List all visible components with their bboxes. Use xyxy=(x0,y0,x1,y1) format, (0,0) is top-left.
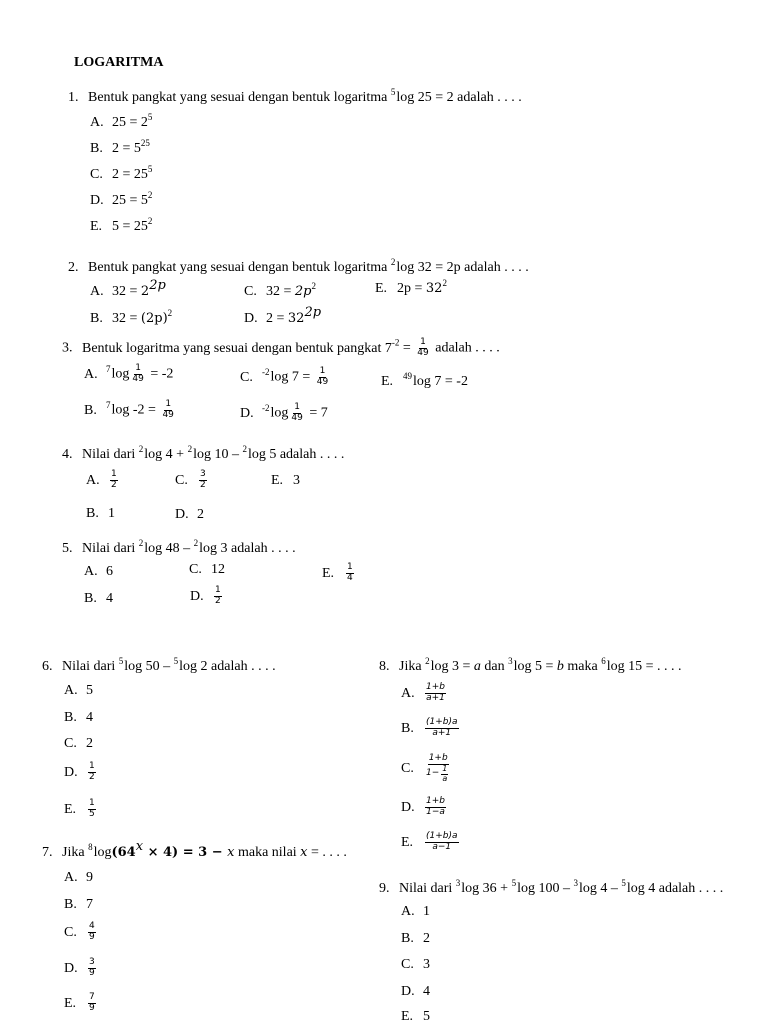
log-word: log xyxy=(111,366,130,382)
option-letter: E. xyxy=(271,473,284,488)
fraction-denominator: 2 xyxy=(111,479,117,490)
option-math: (2p) xyxy=(140,311,168,326)
question-text-tail: log 25 = 2 adalah . . . . xyxy=(396,90,522,105)
fraction xyxy=(88,993,96,1014)
fraction xyxy=(425,718,459,739)
option-text: 1 xyxy=(423,904,430,919)
math-variable: x xyxy=(227,845,235,860)
option-letter: B. xyxy=(401,931,414,946)
question-number: 9. xyxy=(379,881,390,896)
q4-option-a[interactable] xyxy=(86,470,120,491)
q2-option-e[interactable] xyxy=(375,278,447,296)
option-exponent: 5 xyxy=(147,112,153,122)
fraction-denominator: 4 xyxy=(347,572,353,583)
option-letter: C. xyxy=(90,167,103,182)
option-text: 32 = xyxy=(266,284,295,299)
q3-option-c[interactable] xyxy=(240,367,331,388)
log-base: 5 xyxy=(511,878,517,888)
fraction-denominator: a+1 xyxy=(426,692,445,703)
option-text: 2p = xyxy=(397,281,426,296)
option-letter: A. xyxy=(90,284,104,299)
option-text: 4 xyxy=(106,591,113,606)
log-base: 2 xyxy=(390,257,396,267)
option-text: 9 xyxy=(86,870,93,885)
q3-option-a[interactable] xyxy=(84,364,173,385)
question-text: log 50 – xyxy=(124,659,174,674)
option-text: 2 = 5 xyxy=(112,141,141,156)
fraction-denominator: a+1 xyxy=(432,727,452,738)
math-expression: × 4) = 3 − xyxy=(143,845,228,860)
option-exponent: 2 xyxy=(147,216,153,226)
fraction xyxy=(416,338,429,359)
option-text: 3 xyxy=(423,957,430,972)
question-text: Nilai dari xyxy=(399,881,456,896)
option-letter: C. xyxy=(240,369,253,385)
question-text: log 5 = xyxy=(513,659,557,674)
q8-option-d[interactable] xyxy=(401,797,448,818)
option-exponent: 5 xyxy=(147,164,153,174)
fraction xyxy=(290,403,303,424)
log-base: 6 xyxy=(601,656,606,666)
option-letter: E. xyxy=(64,995,77,1011)
q8-option-c[interactable] xyxy=(401,754,453,783)
option-text: 25 = 2 xyxy=(112,115,148,130)
q2-option-a[interactable] xyxy=(90,278,166,299)
question-text-tail: log 2 adalah . . . . xyxy=(179,659,276,674)
fraction-denominator: 5 xyxy=(89,808,95,819)
question-text: Nilai dari xyxy=(82,447,139,462)
question-number: 7. xyxy=(42,845,53,860)
question-text: log 3 = xyxy=(430,659,474,674)
fraction-numerator: 1 xyxy=(347,562,353,572)
option-text: log 7 = xyxy=(270,369,314,385)
option-letter: A. xyxy=(90,115,104,130)
log-base: 2 xyxy=(193,538,199,548)
fraction-numerator: 1 xyxy=(319,366,326,376)
question-text: log 4 + xyxy=(144,447,188,462)
fraction-numerator: 1 xyxy=(89,761,95,771)
option-letter: E. xyxy=(401,834,414,850)
option-letter: B. xyxy=(64,897,77,912)
fraction-denominator: 9 xyxy=(89,1002,95,1013)
option-text: 12 xyxy=(211,562,225,577)
q8-option-e[interactable] xyxy=(401,832,461,853)
option-exponent: 2p xyxy=(304,305,322,320)
log-base: 7 xyxy=(106,399,111,410)
q5-option-b[interactable] xyxy=(84,592,113,606)
q7-option-d[interactable] xyxy=(64,958,98,979)
option-letter: D. xyxy=(401,984,415,999)
fraction xyxy=(425,797,446,818)
fraction-denominator: 9 xyxy=(89,931,95,942)
denominator-text: 1− xyxy=(426,768,440,779)
question-text: Bentuk logaritma yang sesuai dengan bentuk pangkat 7 xyxy=(82,340,392,356)
fraction-denominator: 2 xyxy=(215,595,221,606)
q4-option-c[interactable] xyxy=(175,470,209,491)
q3-option-d[interactable] xyxy=(240,403,328,424)
nested-fraction xyxy=(441,765,448,784)
q5-option-d[interactable] xyxy=(190,586,224,607)
fraction-numerator: 1+b xyxy=(428,753,448,763)
q5-option-e[interactable] xyxy=(322,563,356,584)
question-5 xyxy=(62,539,296,556)
log-base: 2 xyxy=(425,656,430,666)
option-letter: A. xyxy=(86,472,100,488)
fraction-denominator: 9 xyxy=(89,967,95,978)
option-letter: A. xyxy=(84,564,98,579)
log-base: 3 xyxy=(455,878,461,888)
fraction-numerator: 1 xyxy=(294,402,300,412)
page-title: LOGARITMA xyxy=(74,55,164,70)
question-number: 1. xyxy=(68,90,79,105)
option-letter: D. xyxy=(401,799,415,815)
fraction-numerator: (1+b)a xyxy=(426,717,458,727)
option-letter: E. xyxy=(381,374,394,389)
option-exponent: 25 xyxy=(140,138,150,148)
question-text: log 100 – xyxy=(517,881,574,896)
option-letter: C. xyxy=(64,924,77,940)
option-letter: C. xyxy=(401,760,414,776)
log-base: 8 xyxy=(88,842,93,852)
option-text: 3 xyxy=(293,473,300,488)
log-base: 2 xyxy=(242,444,247,454)
log-base: 49 xyxy=(403,371,412,381)
fraction-numerator: 1 xyxy=(89,798,95,808)
log-base: -2 xyxy=(262,366,270,377)
question-text: log 10 – xyxy=(193,447,243,462)
math-variable: b xyxy=(556,659,564,674)
q2-option-c[interactable] xyxy=(244,281,316,299)
option-exponent: 2 xyxy=(442,278,447,288)
q1-option-b[interactable] xyxy=(90,138,150,156)
fraction xyxy=(88,762,96,783)
q8-option-a[interactable] xyxy=(401,683,448,704)
log-word: log xyxy=(93,845,112,860)
q7-option-c[interactable] xyxy=(64,922,98,943)
fraction-denominator: 49 xyxy=(132,373,144,384)
fraction xyxy=(346,563,354,584)
option-letter: E. xyxy=(401,1009,414,1024)
option-letter: B. xyxy=(64,710,77,725)
question-number: 8. xyxy=(379,659,390,674)
option-letter: C. xyxy=(64,736,77,751)
log-base: 5 xyxy=(390,87,396,97)
question-7 xyxy=(42,839,347,860)
math-expression: (64 xyxy=(111,845,136,860)
fraction-numerator: (1+b)a xyxy=(426,831,458,841)
question-text-tail: log 3 adalah . . . . xyxy=(199,541,296,556)
option-exponent: 2 xyxy=(167,308,173,318)
question-text-tail: adalah . . . . xyxy=(431,340,500,356)
option-letter: A. xyxy=(401,904,415,919)
option-text: 25 = 5 xyxy=(112,193,148,208)
log-base: 2 xyxy=(138,444,144,454)
option-text: log 7 = -2 xyxy=(413,374,468,389)
option-text: 32 = xyxy=(112,311,141,326)
fraction xyxy=(88,922,96,943)
option-letter: A. xyxy=(84,366,98,382)
option-letter: A. xyxy=(64,870,78,885)
option-math: 32 xyxy=(287,311,305,326)
fraction-denominator: 49 xyxy=(316,376,329,387)
question-number: 3. xyxy=(62,340,73,356)
fraction xyxy=(425,754,451,783)
fraction-numerator: 1+b xyxy=(426,682,445,692)
math-variable: x xyxy=(300,845,308,860)
option-math: 32 xyxy=(425,281,443,296)
question-number: 5. xyxy=(62,541,73,556)
log-base: 5 xyxy=(118,656,124,666)
option-exponent: 2p xyxy=(149,278,166,293)
question-text: Jika xyxy=(62,845,89,860)
q6-option-e[interactable] xyxy=(64,799,98,820)
power-exponent: -2 xyxy=(391,337,400,348)
log-base: 5 xyxy=(173,656,179,666)
log-base: 3 xyxy=(573,878,578,888)
q9-option-a[interactable] xyxy=(401,905,430,919)
question-9 xyxy=(379,879,723,896)
fraction-denominator: 2 xyxy=(89,771,95,782)
q7-option-a[interactable] xyxy=(64,871,93,885)
option-letter: D. xyxy=(244,311,258,326)
option-text: 2 = xyxy=(266,311,288,326)
question-text: dan xyxy=(480,659,509,674)
option-letter: D. xyxy=(64,764,78,780)
option-letter: B. xyxy=(90,311,103,326)
option-letter: A. xyxy=(64,683,78,698)
q1-option-a[interactable] xyxy=(90,112,153,130)
option-letter: C. xyxy=(401,957,414,972)
fraction-numerator: 1 xyxy=(135,363,141,373)
q9-option-c[interactable] xyxy=(401,958,430,972)
question-6 xyxy=(42,657,276,674)
equals: = xyxy=(399,340,415,356)
fraction-denominator xyxy=(425,765,451,784)
option-text: 5 xyxy=(423,1009,430,1024)
fraction xyxy=(316,367,329,388)
q6-option-a[interactable] xyxy=(64,684,93,698)
fraction-numerator: 3 xyxy=(200,469,206,479)
option-letter: D. xyxy=(64,960,78,976)
question-text: log 4 – xyxy=(578,881,622,896)
option-letter: C. xyxy=(189,562,202,577)
option-letter: E. xyxy=(90,219,103,234)
option-text: 2 = 25 xyxy=(112,167,148,182)
question-text: Nilai dari xyxy=(82,541,139,556)
option-letter: E. xyxy=(322,565,335,581)
option-exponent: 2 xyxy=(311,281,316,291)
fraction xyxy=(425,683,446,704)
option-text: 2 xyxy=(86,736,93,751)
question-3 xyxy=(62,338,500,359)
fraction-numerator: 1 xyxy=(442,763,448,773)
fraction xyxy=(199,470,207,491)
q4-option-d[interactable] xyxy=(175,508,204,522)
q1-option-e[interactable] xyxy=(90,216,153,234)
fraction-numerator: 1 xyxy=(111,469,117,479)
question-text-tail: log 5 adalah . . . . xyxy=(247,447,345,462)
fraction xyxy=(131,364,144,385)
q1-option-d[interactable] xyxy=(90,190,153,208)
question-text: Bentuk pangkat yang sesuai dengan bentuk logaritma xyxy=(88,90,391,105)
log-word: log xyxy=(270,405,289,421)
fraction-numerator: 1 xyxy=(215,585,221,595)
log-base: -2 xyxy=(262,402,270,413)
option-letter: E. xyxy=(375,281,388,296)
fraction-denominator: 1−a xyxy=(426,806,445,817)
question-number: 6. xyxy=(42,659,53,674)
fraction-denominator: 49 xyxy=(162,409,174,420)
option-text: = -2 xyxy=(146,366,174,382)
math-exponent: x xyxy=(135,839,144,854)
fraction-numerator: 4 xyxy=(89,921,95,931)
q4-option-e[interactable] xyxy=(271,474,300,488)
fraction xyxy=(88,958,96,979)
q3-option-b[interactable] xyxy=(84,400,177,421)
option-text: 2 xyxy=(423,931,430,946)
option-letter: B. xyxy=(84,591,97,606)
question-4 xyxy=(62,445,344,462)
option-text: log -2 = xyxy=(111,402,160,418)
question-text: log 36 + xyxy=(461,881,512,896)
option-text: 1 xyxy=(108,506,115,521)
q9-option-e[interactable] xyxy=(401,1010,430,1024)
log-base: 2 xyxy=(187,444,193,454)
option-letter: D. xyxy=(240,405,254,421)
option-letter: D. xyxy=(190,588,204,604)
fraction-denominator: a xyxy=(442,773,448,783)
option-text: 5 xyxy=(86,683,93,698)
q8-option-b[interactable] xyxy=(401,718,461,739)
q9-option-b[interactable] xyxy=(401,932,430,946)
question-text-tail: log 15 = . . . . xyxy=(606,659,682,674)
math-variable: a xyxy=(473,659,481,674)
q4-option-b[interactable] xyxy=(86,507,115,521)
fraction-denominator: a−1 xyxy=(432,841,452,852)
option-letter: A. xyxy=(401,685,415,701)
question-text-tail: log 32 = 2p adalah . . . . xyxy=(396,260,529,275)
q5-option-a[interactable] xyxy=(84,565,113,579)
fraction-numerator: 1 xyxy=(165,399,172,409)
log-base: 2 xyxy=(138,538,144,548)
fraction-denominator: 2 xyxy=(200,479,206,490)
question-text: maka xyxy=(563,659,602,674)
option-text: 4 xyxy=(423,984,430,999)
fraction-denominator: 49 xyxy=(291,412,303,423)
option-text: 5 = 25 xyxy=(112,219,148,234)
fraction xyxy=(161,400,174,421)
q6-option-d[interactable] xyxy=(64,762,98,783)
option-letter: B. xyxy=(90,141,103,156)
option-letter: E. xyxy=(64,801,77,817)
log-base: 3 xyxy=(508,656,513,666)
option-math: 2 xyxy=(140,284,150,299)
fraction xyxy=(110,470,118,491)
q6-option-c[interactable] xyxy=(64,737,93,751)
question-1 xyxy=(68,88,522,105)
q6-option-b[interactable] xyxy=(64,711,93,725)
q3-option-e[interactable] xyxy=(381,372,468,389)
fraction-numerator: 1+b xyxy=(426,796,445,806)
question-2 xyxy=(68,258,529,275)
q2-option-b[interactable] xyxy=(90,308,173,326)
question-text-tail: = . . . . xyxy=(307,845,347,860)
option-letter: B. xyxy=(86,506,99,521)
option-text: 4 xyxy=(86,710,93,725)
fraction xyxy=(214,586,222,607)
option-math: 2p xyxy=(294,284,312,299)
option-letter: B. xyxy=(84,402,97,418)
question-number: 4. xyxy=(62,447,73,462)
q2-option-d[interactable] xyxy=(244,305,322,326)
fraction xyxy=(425,832,459,853)
option-text: 6 xyxy=(106,564,113,579)
option-letter: C. xyxy=(244,284,257,299)
question-text: Jika xyxy=(399,659,426,674)
question-text: log 48 – xyxy=(144,541,194,556)
fraction-numerator: 7 xyxy=(89,992,95,1002)
option-letter: B. xyxy=(401,720,414,736)
option-text: = 7 xyxy=(305,405,328,421)
fraction-numerator: 3 xyxy=(89,957,95,967)
option-letter: C. xyxy=(175,472,188,488)
fraction-numerator: 1 xyxy=(420,337,426,347)
question-text-tail: log 4 adalah . . . . xyxy=(626,881,724,896)
question-8 xyxy=(379,657,682,674)
fraction-denominator: 49 xyxy=(417,347,429,358)
q7-option-e[interactable] xyxy=(64,993,98,1014)
fraction xyxy=(88,799,96,820)
option-letter: D. xyxy=(175,507,189,522)
q5-option-c[interactable] xyxy=(189,563,225,577)
option-text: 32 = xyxy=(112,284,141,299)
log-base: 7 xyxy=(106,363,111,374)
option-text: 2 xyxy=(197,507,204,522)
option-exponent: 2 xyxy=(147,190,153,200)
log-base: 5 xyxy=(621,878,626,888)
question-text: maka nilai xyxy=(234,845,301,860)
question-text: Nilai dari xyxy=(62,659,119,674)
question-number: 2. xyxy=(68,260,79,275)
option-letter: D. xyxy=(90,193,104,208)
q9-option-d[interactable] xyxy=(401,985,430,999)
q1-option-c[interactable] xyxy=(90,164,153,182)
q7-option-b[interactable] xyxy=(64,898,93,912)
question-text: Bentuk pangkat yang sesuai dengan bentuk logaritma xyxy=(88,260,391,275)
option-text: 7 xyxy=(86,897,93,912)
